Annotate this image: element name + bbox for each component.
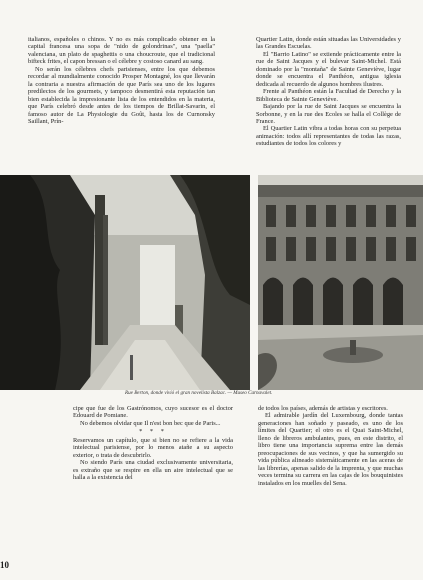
column-bottom-left <box>73 405 233 482</box>
building-photo-illustration <box>258 175 423 390</box>
paragraph: Frente al Panthéon están la Facultad de Derecho y la Biblioteca de Sainte Geneviève. <box>256 88 401 103</box>
paragraph: de todos los países, además de artistas y escritores. <box>258 405 388 412</box>
paragraph: Bajando por la rue de Saint Jacques se encuentra la Sorbonne, y en la rue des Ecoles se halla el Collège de France. <box>256 103 401 125</box>
photo-rue-berton <box>0 175 250 390</box>
column-bottom-right <box>258 405 403 487</box>
column-top-right <box>256 36 401 148</box>
paragraph: Reservamos un capítulo, que si bien no se refiere a la vida intelectual parisiense, por lo menos atañe a su aspecto exterior, o trata de descubrirlo. <box>73 436 233 459</box>
paragraph: cipe que fue de los Gastrónomos, cuyo sucesor es el doctor Edouard de Pomiane. <box>73 405 233 420</box>
paragraph: No siendo París una ciudad exclusivamente universitaria, es extraño que se respire en ella un aire intelectual que se halla a la existencia del <box>73 459 233 482</box>
page-number: 10 <box>0 560 9 570</box>
street-photo-illustration <box>0 175 250 390</box>
paragraph: italianos, españoles o chinos. Y no es más complicado obtener en la capital francesa una sopa de "nido de golondrinas", una "paella" valenciana, un plato de spaghettis o una choucroute, que el tradicional bifteck frites, el capon bressan o el célebre y costoso canard au sang. <box>28 36 215 66</box>
paragraph: Quartier Latin, donde están situadas las Universidades y las Grandes Escuelas. <box>256 36 401 51</box>
paragraph: El admirable jardín del Luxembourg, donde tantas generaciones han soñado y paseado, es uno de los límites del Quartier; el otro es el Quai Saint-Michel, lleno de libreros ambulantes, pues, en este distrito, el libro tiene una importancia suprema entre las demás preocupaciones de sus vecinos, y que ha sumergido su vida pública alineado sistemáticamente en las aceras de las librerías, apenas salido de la imprenta, y que muchas veces termina su carrera en las cajas de los bouquinistes instalados en los muelles del Sena. <box>258 412 403 487</box>
paragraph: El "Barrio Latino" se extiende prácticamente entre la rue de Saint Jacques y el bulevar Saint-Michel. Está dominado por la "montaña" de Sainte Geneviève, lugar donde se encuentra el Panthéon, antigua iglesia dedicada al recuerdo de algunos hombres ilustres. <box>256 50 401 88</box>
paragraph: No serán los célebres chefs parisienses, entre los que debemos recordar al mundialmente conocido Prosper Montagné, los que llevarán la contraria a nuestra afirmación de que París sea uno de los lugares predilectos de los gourmets, y tampoco desmentirá esta reputación tan bien establecida la impresionante lista de los entendidos en la materia, que París celebró desde antes de los tiempos de Brillat-Savarin, el famoso autor de La Physiologie du Goût, hasta los de Curnonsky Saillant, Prín- <box>28 65 215 125</box>
photo-courtyard <box>258 175 423 390</box>
paragraph: El Quartier Latin vibra a todas horas con su perpetua animación: todos allí representantes de todas las razas, estudiantes de todos los colores y <box>256 125 401 148</box>
photo-caption: Rue Berton, donde vivió el gran novelista Balzac. — Museo Carnavalet. <box>125 390 273 396</box>
column-top-left <box>28 36 215 125</box>
paragraph: No debemos olvidar que Il n'est bon bec que de Paris... <box>80 419 221 427</box>
section-separator: * * * <box>139 428 167 436</box>
